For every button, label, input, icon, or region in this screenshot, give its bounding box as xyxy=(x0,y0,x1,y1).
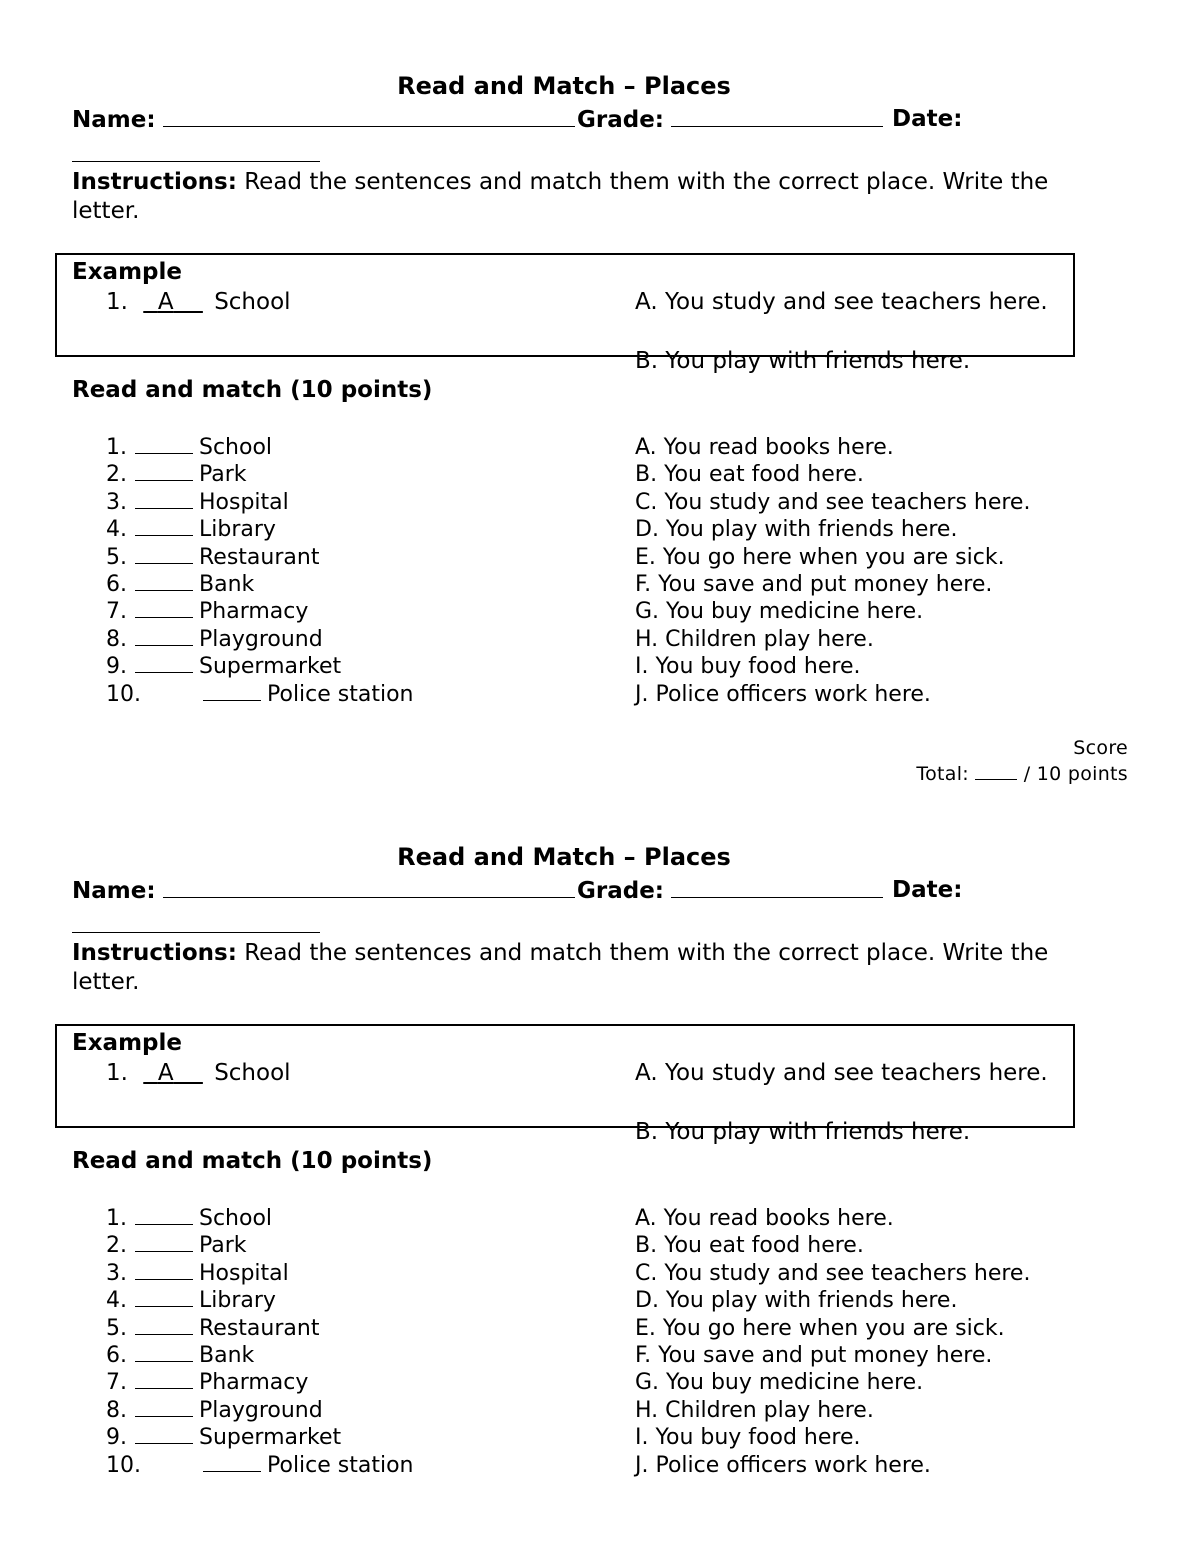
date-label: Date: xyxy=(892,877,963,903)
option-item: H. Children play here. xyxy=(635,626,874,652)
instructions-label: Instructions: xyxy=(72,169,237,195)
answer-blank[interactable] xyxy=(203,682,261,701)
descriptions-list xyxy=(635,1205,1030,1479)
list-item[interactable]: 8. Playground xyxy=(106,1397,323,1423)
example-place: School xyxy=(214,289,291,315)
answer-blank[interactable] xyxy=(135,599,193,618)
grade-label: Grade: xyxy=(577,107,665,133)
option-item: I. You buy food here. xyxy=(635,654,861,680)
list-item[interactable]: 1. School xyxy=(106,1206,273,1231)
option-item: E. You go here when you are sick. xyxy=(635,544,1005,570)
example-option-a: A. You study and see teachers here. xyxy=(635,289,1048,315)
example-number: 1. xyxy=(106,289,128,315)
score-total-suffix: / 10 points xyxy=(1023,763,1128,785)
name-blank[interactable] xyxy=(163,104,575,127)
list-item[interactable]: 4. Library xyxy=(106,1288,276,1314)
answer-blank[interactable] xyxy=(203,1453,261,1472)
list-item[interactable]: 9. Supermarket xyxy=(106,654,342,680)
option-item: D. You play with friends here. xyxy=(635,517,958,543)
instructions xyxy=(72,168,1122,226)
name-label: Name: xyxy=(72,107,156,133)
instructions xyxy=(72,939,1122,997)
example-answer: A xyxy=(157,289,174,315)
answer-blank[interactable] xyxy=(135,1261,193,1280)
option-item: D. You play with friends here. xyxy=(635,1288,958,1314)
section-title: Read and match (10 points) xyxy=(72,377,433,403)
list-item[interactable]: 8. Playground xyxy=(106,626,323,652)
answer-blank[interactable] xyxy=(135,517,193,536)
answer-blank[interactable] xyxy=(135,627,193,646)
date-field[interactable] xyxy=(892,104,962,134)
answer-blank[interactable] xyxy=(135,1288,193,1307)
answer-blank[interactable] xyxy=(135,462,193,481)
list-item[interactable]: 2. Park xyxy=(106,462,247,488)
list-item[interactable]: 5. Restaurant xyxy=(106,544,320,570)
example-item xyxy=(106,1058,291,1088)
places-list xyxy=(106,1205,414,1479)
list-item[interactable]: 9. Supermarket xyxy=(106,1425,342,1451)
list-item[interactable]: 3. Hospital xyxy=(106,489,289,515)
answer-blank[interactable] xyxy=(135,654,193,673)
option-item: J. Police officers work here. xyxy=(635,681,931,707)
worksheet-title: Read and Match – Places xyxy=(397,72,731,100)
list-item[interactable]: 4. Library xyxy=(106,517,276,543)
answer-blank[interactable] xyxy=(135,1398,193,1417)
date-field[interactable] xyxy=(892,875,962,905)
score-label: Score xyxy=(1073,737,1128,759)
date-blank[interactable] xyxy=(72,160,320,162)
answer-blank[interactable] xyxy=(135,1233,193,1252)
grade-blank[interactable] xyxy=(671,875,883,898)
example-number: 1. xyxy=(106,1060,128,1086)
worksheet-title: Read and Match – Places xyxy=(397,843,731,871)
example-heading: Example xyxy=(72,1030,182,1056)
answer-blank[interactable] xyxy=(135,572,193,591)
name-field[interactable] xyxy=(72,875,575,906)
list-item[interactable]: 6. Bank xyxy=(106,571,255,597)
option-item: G. You buy medicine here. xyxy=(635,1370,924,1396)
name-label: Name: xyxy=(72,878,156,904)
section-title: Read and match (10 points) xyxy=(72,1148,433,1174)
list-item[interactable]: 7. Pharmacy xyxy=(106,1370,309,1396)
example-option-b: B. You play with friends here. xyxy=(635,1119,971,1145)
example-option-a: A. You study and see teachers here. xyxy=(635,1060,1048,1086)
option-item: B. You eat food here. xyxy=(635,1233,864,1259)
answer-blank[interactable] xyxy=(135,1343,193,1362)
answer-blank[interactable] xyxy=(135,490,193,509)
answer-blank[interactable] xyxy=(135,545,193,564)
list-item[interactable]: 7. Pharmacy xyxy=(106,599,309,625)
answer-blank[interactable] xyxy=(135,1206,193,1225)
list-item[interactable]: 1. School xyxy=(106,435,273,460)
list-item[interactable]: 2. Park xyxy=(106,1233,247,1259)
grade-blank[interactable] xyxy=(671,104,883,127)
option-item: I. You buy food here. xyxy=(635,1425,861,1451)
answer-blank[interactable] xyxy=(135,1316,193,1335)
option-item: A. You read books here. xyxy=(635,1206,894,1231)
list-item[interactable]: 6. Bank xyxy=(106,1342,255,1368)
option-item: F. You save and put money here. xyxy=(635,1342,993,1368)
option-item: J. Police officers work here. xyxy=(635,1452,931,1478)
option-item: C. You study and see teachers here. xyxy=(635,1260,1031,1286)
score-total-label: Total: xyxy=(916,763,969,785)
instructions-text: Read the sentences and match them with the correct place. Write the letter. xyxy=(72,169,1049,224)
descriptions-list xyxy=(635,434,1030,708)
places-list xyxy=(106,434,414,708)
list-item[interactable]: 10. Police station xyxy=(106,1452,414,1478)
grade-label: Grade: xyxy=(577,878,665,904)
grade-field[interactable] xyxy=(577,104,883,135)
answer-blank[interactable] xyxy=(135,435,193,454)
answer-blank[interactable] xyxy=(135,1370,193,1389)
name-blank[interactable] xyxy=(163,875,575,898)
answer-blank[interactable] xyxy=(135,1425,193,1444)
example-place: School xyxy=(214,1060,291,1086)
date-label: Date: xyxy=(892,106,963,132)
example-item xyxy=(106,287,291,317)
date-blank[interactable] xyxy=(72,931,320,933)
option-item: C. You study and see teachers here. xyxy=(635,489,1031,515)
option-item: G. You buy medicine here. xyxy=(635,599,924,625)
grade-field[interactable] xyxy=(577,875,883,906)
list-item[interactable]: 5. Restaurant xyxy=(106,1315,320,1341)
option-item: A. You read books here. xyxy=(635,435,894,460)
worksheet-copy-2 xyxy=(0,771,1200,1531)
name-field[interactable] xyxy=(72,104,575,135)
list-item[interactable]: 10. Police station xyxy=(106,681,414,707)
option-item: H. Children play here. xyxy=(635,1397,874,1423)
option-item: F. You save and put money here. xyxy=(635,571,993,597)
list-item[interactable]: 3. Hospital xyxy=(106,1260,289,1286)
example-heading: Example xyxy=(72,259,182,285)
example-answer: A xyxy=(157,1060,174,1086)
option-item: B. You eat food here. xyxy=(635,462,864,488)
instructions-label: Instructions: xyxy=(72,940,237,966)
option-item: E. You go here when you are sick. xyxy=(635,1315,1005,1341)
instructions-text: Read the sentences and match them with the correct place. Write the letter. xyxy=(72,940,1049,995)
example-option-b: B. You play with friends here. xyxy=(635,348,971,374)
